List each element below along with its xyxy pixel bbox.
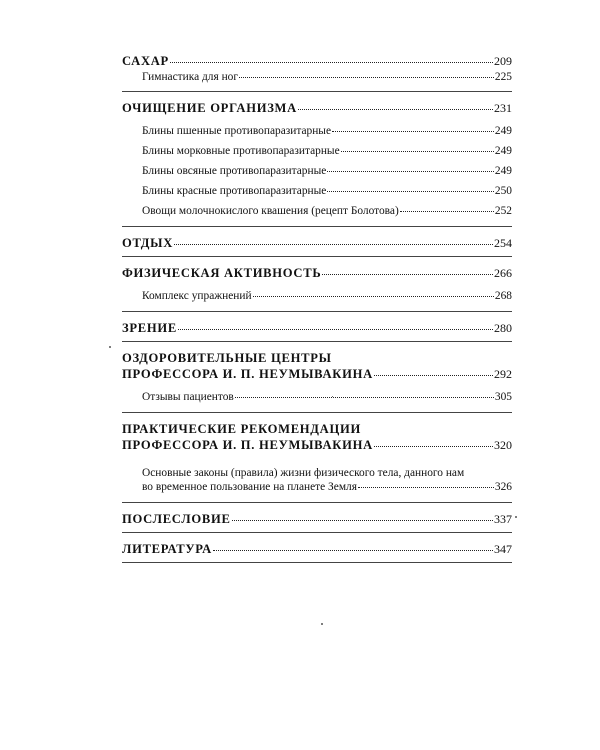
page-number: 209 (494, 54, 512, 68)
dot-leader (374, 445, 493, 447)
page-number: 280 (494, 321, 512, 335)
toc-subentry[interactable] (122, 201, 512, 221)
page-number: 347 (494, 542, 512, 556)
section-divider (122, 562, 512, 563)
subentry-title-line1: Основные законы (правила) жизни физического тела, данного нам (142, 467, 465, 479)
page-number: 266 (494, 266, 512, 280)
dot-leader (327, 190, 494, 192)
toc-chapter[interactable] (122, 541, 512, 557)
page-number: 305 (494, 391, 512, 403)
table-of-contents (122, 45, 512, 563)
toc-chapter[interactable] (122, 265, 512, 281)
toc-subentry[interactable] (122, 141, 512, 161)
page-number: 292 (494, 367, 512, 381)
toc-chapter[interactable] (122, 100, 512, 116)
page-number: 337 (494, 512, 512, 526)
chapter-title-line1: ПРАКТИЧЕСКИЕ РЕКОМЕНДАЦИИ (122, 422, 361, 436)
page-number: 268 (494, 290, 512, 302)
page-number: 320 (494, 438, 512, 452)
scan-speck (515, 516, 517, 518)
chapter-title: САХАР (122, 54, 169, 68)
page-number: 250 (494, 185, 512, 197)
toc-chapter[interactable] (122, 421, 512, 453)
dot-leader (232, 519, 493, 521)
subentry-title: Блины пшенные противопаразитарные (142, 125, 332, 137)
dot-leader (374, 374, 493, 376)
chapter-title: ПОСЛЕСЛОВИЕ (122, 512, 231, 526)
chapter-title: ЗРЕНИЕ (122, 321, 177, 335)
subentry-title: Блины овсяные противопаразитарные (142, 165, 327, 177)
dot-leader (332, 130, 494, 132)
subentry-title: Отзывы пациентов (142, 391, 234, 403)
chapter-title: ОЧИЩЕНИЕ ОРГАНИЗМА (122, 101, 297, 115)
subentry-title: Гимнастика для ног (142, 71, 239, 83)
scan-speck (321, 623, 323, 625)
page-number: 249 (494, 125, 512, 137)
chapter-title: ФИЗИЧЕСКАЯ АКТИВНОСТЬ (122, 266, 322, 280)
toc-subentry[interactable] (122, 181, 512, 201)
toc-chapter[interactable] (122, 235, 512, 251)
page-number: 249 (494, 165, 512, 177)
subentry-title-line2: во временное пользование на планете Земля (142, 481, 357, 493)
toc-subentry[interactable] (122, 387, 512, 407)
page-number: 249 (494, 145, 512, 157)
page-number: 225 (494, 71, 512, 83)
dot-leader (213, 549, 493, 551)
toc-subentry[interactable] (122, 466, 512, 494)
dot-leader (327, 170, 494, 172)
page-number: 231 (494, 101, 512, 115)
subentry-title: Блины морковные противопаразитарные (142, 145, 340, 157)
toc-subentry[interactable] (122, 161, 512, 181)
dot-leader (178, 328, 493, 330)
dot-leader (358, 486, 494, 488)
toc-subentry[interactable] (122, 69, 512, 86)
chapter-title: ОТДЫХ (122, 236, 174, 250)
chapter-title-line1: ОЗДОРОВИТЕЛЬНЫЕ ЦЕНТРЫ (122, 351, 332, 365)
page-number: 326 (494, 481, 512, 493)
toc-chapter[interactable] (122, 320, 512, 336)
page-number: 252 (494, 205, 512, 217)
subentry-title: Комплекс упражнений (142, 290, 252, 302)
dot-leader (170, 61, 493, 63)
toc-chapter[interactable] (122, 511, 512, 527)
toc-chapter[interactable] (122, 53, 512, 69)
page-number: 254 (494, 236, 512, 250)
subentry-title: Блины красные противопаразитарные (142, 185, 327, 197)
dot-leader (174, 243, 493, 245)
dot-leader (235, 396, 494, 398)
dot-leader (239, 76, 494, 78)
dot-leader (253, 295, 494, 297)
dot-leader (298, 108, 493, 110)
dot-leader (341, 150, 494, 152)
scan-speck (109, 346, 111, 348)
dot-leader (322, 273, 493, 275)
dot-leader (400, 210, 494, 212)
toc-subentry[interactable] (122, 121, 512, 141)
subentry-title: Овощи молочнокислого квашения (рецепт Болотова) (142, 205, 399, 217)
chapter-title-line2: ПРОФЕССОРА И. П. НЕУМЫВАКИНА (122, 367, 373, 381)
toc-subentry[interactable] (122, 286, 512, 306)
scan-speck (332, 396, 333, 397)
chapter-title-line2: ПРОФЕССОРА И. П. НЕУМЫВАКИНА (122, 438, 373, 452)
toc-chapter[interactable] (122, 350, 512, 382)
chapter-title: ЛИТЕРАТУРА (122, 542, 212, 556)
